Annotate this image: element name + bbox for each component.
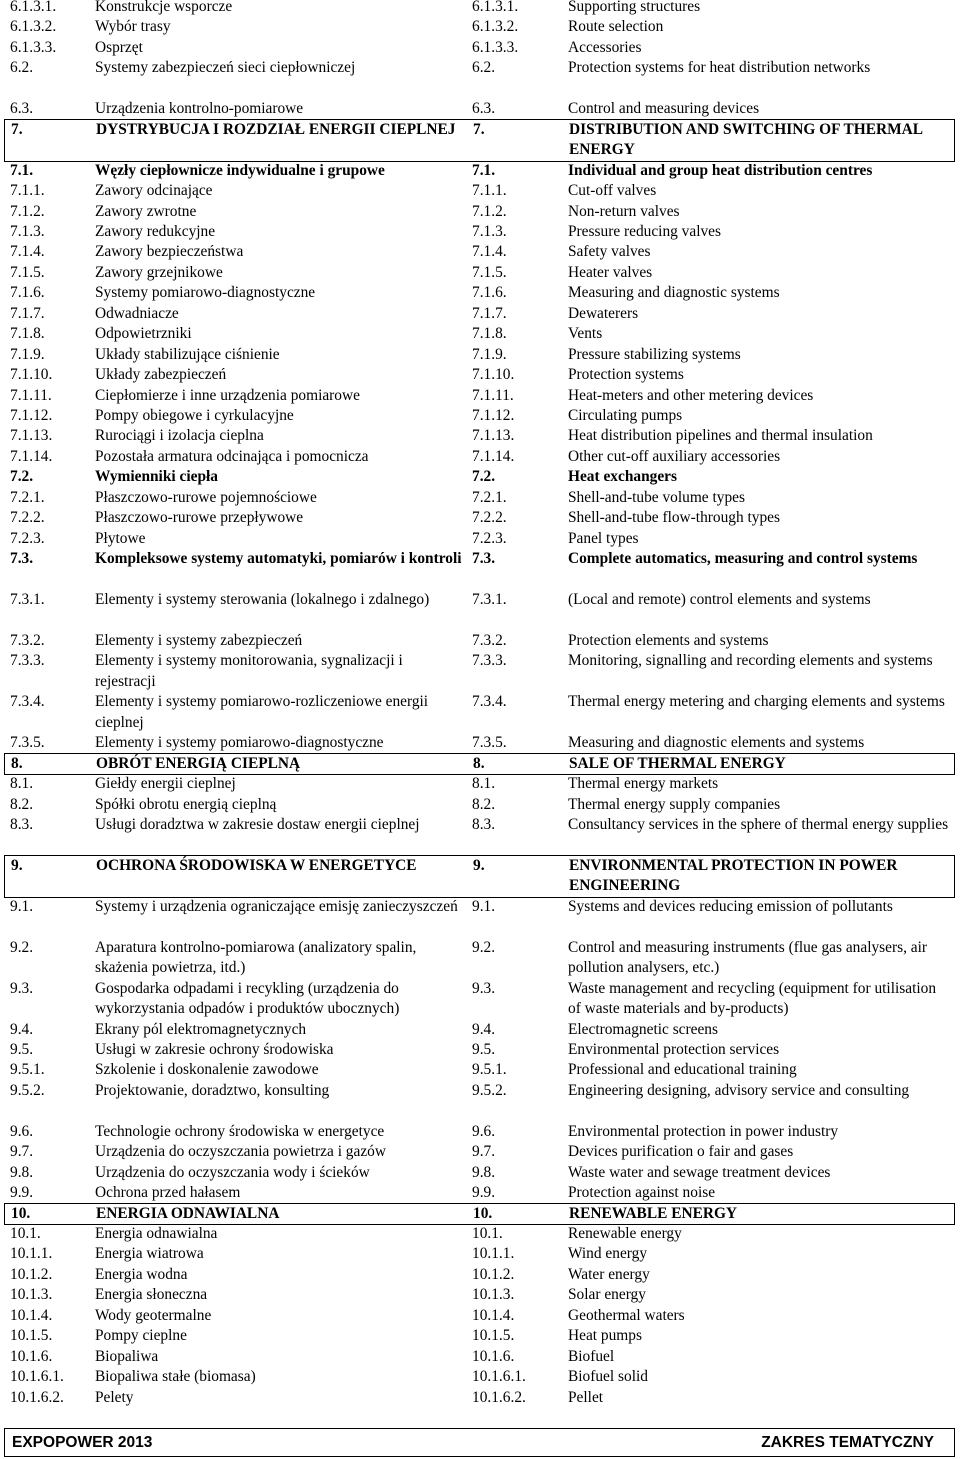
english-topic: Heat pumps	[568, 1327, 642, 1345]
topic-row	[0, 222, 960, 242]
topic-row	[0, 365, 960, 385]
polish-number: 8.	[11, 754, 23, 772]
english-topic: Biofuel solid	[568, 1368, 648, 1386]
topic-row	[0, 1326, 960, 1346]
topic-row	[0, 651, 960, 692]
english-number: 7.3.	[472, 550, 496, 568]
polish-number: 10.1.1.	[10, 1245, 53, 1263]
english-topic: Monitoring, signalling and recording elements and systems	[568, 652, 933, 670]
polish-number: 7.2.3.	[10, 529, 45, 547]
polish-number: 7.3.5.	[10, 734, 45, 752]
polish-number: 7.3.2.	[10, 631, 45, 649]
english-number: 9.6.	[472, 1122, 496, 1140]
subsection-heading-row	[0, 161, 960, 181]
english-topic: SALE OF THERMAL ENERGY	[569, 754, 786, 772]
english-number: 7.1.6.	[472, 284, 507, 302]
polish-number: 7.1.2.	[10, 202, 45, 220]
polish-topic: OBRÓT ENERGIĄ CIEPLNĄ	[96, 754, 301, 772]
polish-number: 6.1.3.2.	[10, 18, 57, 36]
topic-row	[0, 1183, 960, 1203]
topic-row	[0, 202, 960, 222]
english-topic: Electromagnetic screens	[568, 1020, 718, 1038]
topic-row	[0, 99, 960, 119]
english-topic: Protection systems for heat distribution networks	[568, 59, 871, 77]
topic-row	[0, 488, 960, 508]
polish-number: 7.2.2.	[10, 509, 45, 527]
english-number: 10.1.6.	[472, 1347, 515, 1365]
english-number: 9.2.	[472, 938, 496, 956]
polish-topic: Energia słoneczna	[95, 1286, 208, 1304]
english-number: 10.1.6.2.	[472, 1388, 526, 1406]
english-number: 9.3.	[472, 979, 496, 997]
polish-topic: Rurociągi i izolacja cieplna	[95, 427, 264, 445]
topic-row	[0, 242, 960, 262]
polish-topic: Zawory grzejnikowe	[95, 263, 223, 281]
polish-number: 7.3.4.	[10, 693, 45, 711]
topic-row	[0, 1244, 960, 1264]
topic-row	[0, 447, 960, 467]
polish-number: 8.1.	[10, 775, 34, 793]
english-topic: Measuring and diagnostic elements and systems	[568, 734, 865, 752]
polish-topic: Elementy i systemy monitorowania, sygnalizacji i rejestracji	[95, 652, 403, 690]
polish-number: 8.3.	[10, 816, 34, 833]
polish-topic: DYSTRYBUCJA I ROZDZIAŁ ENERGII CIEPLNEJ	[96, 120, 456, 138]
english-number: 7.	[473, 120, 485, 138]
polish-number: 7.1.5.	[10, 263, 45, 281]
topic-row	[0, 1122, 960, 1142]
polish-number: 7.2.1.	[10, 488, 45, 506]
topic-row	[0, 529, 960, 549]
polish-number: 7.1.3.	[10, 222, 45, 240]
topic-row	[0, 1020, 960, 1040]
polish-topic: Spółki obrotu energią cieplną	[95, 795, 277, 813]
english-number: 7.3.3.	[472, 652, 507, 670]
topic-row	[0, 733, 960, 753]
english-number: 7.1.11.	[472, 386, 514, 404]
polish-topic: Usługi w zakresie ochrony środowiska	[95, 1040, 334, 1058]
polish-number: 7.	[11, 120, 23, 138]
english-number: 9.7.	[472, 1143, 496, 1161]
section-heading-row	[4, 1203, 955, 1225]
topic-row	[0, 508, 960, 528]
english-topic: Complete automatics, measuring and control systems	[568, 550, 918, 568]
polish-topic: Zawory zwrotne	[95, 202, 197, 220]
polish-topic: Wymienniki ciepła	[95, 468, 218, 486]
topic-row	[0, 1060, 960, 1080]
polish-topic: Pompy cieplne	[95, 1327, 187, 1345]
polish-number: 8.2.	[10, 795, 34, 813]
polish-number: 7.1.1.	[10, 182, 45, 200]
english-number: 10.1.6.1.	[472, 1368, 526, 1386]
english-topic: Shell-and-tube flow-through types	[568, 509, 781, 527]
topic-row	[0, 979, 960, 1020]
topic-row	[0, 1347, 960, 1367]
english-topic: Protection systems	[568, 366, 684, 384]
polish-topic: Zawory redukcyjne	[95, 222, 216, 240]
subsection-heading-row	[0, 467, 960, 487]
polish-topic: Płaszczowo-rurowe przepływowe	[95, 509, 304, 527]
polish-topic: Węzły ciepłownicze indywidualne i grupowe	[95, 161, 385, 179]
polish-number: 9.1.	[10, 897, 34, 915]
topic-row	[0, 324, 960, 344]
polish-number: 6.2.	[10, 59, 34, 77]
english-number: 7.1.3.	[472, 222, 507, 240]
polish-number: 7.1.6.	[10, 284, 45, 302]
polish-topic: Szkolenie i doskonalenie zawodowe	[95, 1061, 319, 1079]
english-topic: Solar energy	[568, 1286, 646, 1304]
english-topic: Measuring and diagnostic systems	[568, 284, 780, 302]
topic-row	[0, 692, 960, 733]
polish-topic: Energia wodna	[95, 1265, 188, 1283]
english-topic: DISTRIBUTION AND SWITCHING OF THERMAL ENERGY	[569, 120, 923, 159]
english-number: 9.4.	[472, 1020, 496, 1038]
polish-number: 6.1.3.1.	[10, 0, 57, 15]
polish-number: 7.1.13.	[10, 427, 53, 445]
polish-number: 7.1.	[10, 161, 34, 179]
polish-topic: Płaszczowo-rurowe pojemnościowe	[95, 488, 317, 506]
english-topic: Non-return valves	[568, 202, 680, 220]
topic-row	[0, 1163, 960, 1183]
topic-row	[0, 897, 960, 938]
footer-event-name: EXPOPOWER 2013	[12, 1434, 153, 1451]
topic-row	[0, 58, 960, 99]
polish-number: 9.5.	[10, 1040, 34, 1058]
polish-topic: Osprzęt	[95, 38, 143, 56]
section-heading-row	[4, 119, 955, 162]
topic-row	[0, 631, 960, 651]
page-footer	[4, 1428, 955, 1457]
english-number: 6.1.3.3.	[472, 38, 519, 56]
english-topic: Control and measuring instruments (flue gas analysers, air pollution analysers, etc.)	[568, 938, 928, 977]
topic-row	[0, 938, 960, 979]
english-topic: Environmental protection services	[568, 1040, 780, 1058]
topic-row	[0, 1285, 960, 1305]
english-number: 7.1.5.	[472, 263, 507, 281]
topic-row	[0, 406, 960, 426]
english-number: 9.5.	[472, 1040, 496, 1058]
polish-topic: Odwadniacze	[95, 304, 179, 322]
english-number: 7.2.3.	[472, 529, 507, 547]
polish-number: 10.1.5.	[10, 1327, 53, 1345]
english-topic: Panel types	[568, 529, 639, 547]
polish-number: 9.6.	[10, 1122, 34, 1140]
polish-number: 9.8.	[10, 1163, 34, 1181]
english-topic: (Local and remote) control elements and systems	[568, 591, 871, 609]
polish-topic: ENERGIA ODNAWIALNA	[96, 1204, 280, 1222]
polish-topic: Energia odnawialna	[95, 1225, 218, 1242]
english-topic: Heat exchangers	[568, 468, 677, 486]
polish-topic: Płytowe	[95, 529, 146, 547]
english-topic: Other cut-off auxiliary accessories	[568, 447, 781, 465]
english-topic: Renewable energy	[568, 1225, 682, 1242]
topic-row	[0, 1367, 960, 1387]
english-topic: Dewaterers	[568, 304, 639, 322]
polish-number: 7.2.	[10, 468, 34, 486]
topic-row	[0, 283, 960, 303]
english-topic: Heat-meters and other metering devices	[568, 386, 814, 404]
topic-row	[0, 386, 960, 406]
polish-number: 10.1.6.2.	[10, 1388, 64, 1406]
polish-number: 9.5.2.	[10, 1081, 45, 1099]
polish-topic: Gospodarka odpadami i recykling (urządzenia do wykorzystania odpadów i produktów ubocznych)	[95, 979, 400, 1018]
polish-number: 10.1.6.	[10, 1347, 53, 1365]
english-number: 7.1.10.	[472, 366, 515, 384]
english-topic: Vents	[568, 325, 603, 343]
topic-row	[0, 1040, 960, 1060]
topic-row	[0, 17, 960, 37]
polish-topic: Urządzenia do oczyszczania powietrza i gazów	[95, 1143, 386, 1161]
polish-topic: Kompleksowe systemy automatyki, pomiarów i kontroli	[95, 550, 462, 568]
polish-number: 10.1.3.	[10, 1286, 53, 1304]
polish-number: 7.1.4.	[10, 243, 45, 261]
english-topic: Protection elements and systems	[568, 631, 769, 649]
english-topic: Thermal energy metering and charging elements and systems	[568, 693, 945, 711]
section-heading-row	[4, 753, 955, 775]
topic-row	[0, 795, 960, 815]
topic-row	[0, 1081, 960, 1122]
english-number: 7.3.4.	[472, 693, 507, 711]
polish-topic: Odpowietrzniki	[95, 325, 192, 343]
polish-number: 9.9.	[10, 1184, 34, 1202]
topic-row	[0, 304, 960, 324]
polish-number: 7.1.8.	[10, 325, 45, 343]
english-topic: Route selection	[568, 18, 664, 36]
english-topic: Pressure stabilizing systems	[568, 345, 741, 363]
english-number: 10.1.2.	[472, 1265, 515, 1283]
english-topic: Pellet	[568, 1388, 604, 1406]
english-number: 10.1.5.	[472, 1327, 515, 1345]
english-topic: Professional and educational training	[568, 1061, 797, 1079]
polish-number: 10.1.	[10, 1225, 41, 1242]
polish-topic: Elementy i systemy zabezpieczeń	[95, 631, 303, 649]
english-topic: Biofuel	[568, 1347, 615, 1365]
topic-row	[0, 1142, 960, 1162]
topic-row	[0, 0, 960, 17]
english-topic: Water energy	[568, 1265, 650, 1283]
english-topic: Heat distribution pipelines and thermal insulation	[568, 427, 873, 445]
english-topic: Cut-off valves	[568, 182, 657, 200]
polish-topic: Układy stabilizujące ciśnienie	[95, 345, 280, 363]
polish-topic: Technologie ochrony środowiska w energetyce	[95, 1122, 385, 1140]
english-number: 10.	[473, 1204, 493, 1222]
english-number: 7.1.4.	[472, 243, 507, 261]
polish-topic: Pozostała armatura odcinająca i pomocnicza	[95, 447, 369, 465]
polish-number: 6.1.3.3.	[10, 38, 57, 56]
english-topic: Individual and group heat distribution centres	[568, 161, 873, 179]
english-topic: Control and measuring devices	[568, 100, 760, 118]
polish-topic: Giełdy energii cieplnej	[95, 775, 236, 793]
polish-number: 7.3.3.	[10, 652, 45, 670]
english-topic: Consultancy services in the sphere of thermal energy supplies	[568, 816, 949, 833]
english-topic: Thermal energy markets	[568, 775, 719, 793]
english-topic: Protection against noise	[568, 1184, 716, 1202]
polish-topic: Konstrukcje wsporcze	[95, 0, 233, 15]
polish-number: 10.1.6.1.	[10, 1368, 64, 1386]
topic-row	[0, 1306, 960, 1326]
english-number: 7.3.5.	[472, 734, 507, 752]
polish-topic: Aparatura kontrolno-pomiarowa (analizatory spalin, skażenia powietrza, itd.)	[95, 938, 417, 977]
polish-topic: Pompy obiegowe i cyrkulacyjne	[95, 407, 294, 424]
polish-number: 9.2.	[10, 938, 34, 956]
topic-row	[0, 263, 960, 283]
polish-topic: Wody geotermalne	[95, 1306, 212, 1324]
english-number: 7.1.13.	[472, 427, 515, 445]
polish-topic: Zawory odcinające	[95, 182, 213, 200]
english-topic: Waste management and recycling (equipment for utilisation of waste materials and by-products)	[568, 979, 937, 1018]
topic-row	[0, 1388, 960, 1408]
polish-number: 7.1.11.	[10, 386, 52, 404]
english-number: 7.3.2.	[472, 631, 507, 649]
english-topic: Pressure reducing valves	[568, 222, 722, 240]
english-number: 9.1.	[472, 897, 496, 915]
polish-number: 7.3.1.	[10, 591, 45, 609]
english-number: 7.2.2.	[472, 509, 507, 527]
english-topic: Geothermal waters	[568, 1306, 685, 1324]
polish-topic: Ochrona przed hałasem	[95, 1184, 241, 1202]
english-topic: Engineering designing, advisory service and consulting	[568, 1081, 910, 1099]
english-topic: Shell-and-tube volume types	[568, 488, 745, 506]
polish-number: 7.1.14.	[10, 447, 53, 465]
footer-section-title: ZAKRES TEMATYCZNY	[761, 1434, 934, 1451]
polish-number: 9.5.1.	[10, 1061, 45, 1079]
english-number: 9.5.2.	[472, 1081, 507, 1099]
polish-topic: Systemy zabezpieczeń sieci ciepłowniczej	[95, 59, 356, 77]
english-topic: Environmental protection in power industry	[568, 1122, 839, 1140]
topic-row	[0, 815, 960, 856]
polish-number: 7.1.12.	[10, 407, 53, 424]
polish-topic: Elementy i systemy pomiarowo-rozliczeniowe energii cieplnej	[95, 693, 429, 731]
polish-topic: Wybór trasy	[95, 18, 171, 36]
polish-topic: Usługi doradztwa w zakresie dostaw energii cieplnej	[95, 816, 420, 833]
polish-topic: Elementy i systemy pomiarowo-diagnostyczne	[95, 734, 384, 752]
polish-number: 7.1.10.	[10, 366, 53, 384]
polish-number: 10.1.4.	[10, 1306, 53, 1324]
english-number: 9.9.	[472, 1184, 496, 1202]
topic-row	[0, 345, 960, 365]
english-number: 7.1.9.	[472, 345, 507, 363]
english-number: 8.3.	[472, 816, 496, 833]
english-number: 10.1.3.	[472, 1286, 515, 1304]
english-number: 7.2.	[472, 468, 496, 486]
english-topic: RENEWABLE ENERGY	[569, 1204, 738, 1222]
topic-row	[0, 1224, 960, 1244]
polish-topic: Ekrany pól elektromagnetycznych	[95, 1020, 307, 1038]
english-number: 6.1.3.2.	[472, 18, 519, 36]
english-number: 10.1.	[472, 1225, 503, 1242]
english-number: 10.1.1.	[472, 1245, 515, 1263]
polish-number: 7.1.9.	[10, 345, 45, 363]
english-number: 8.1.	[472, 775, 496, 793]
polish-topic: Projektowanie, doradztwo, konsulting	[95, 1081, 330, 1099]
english-topic: ENVIRONMENTAL PROTECTION IN POWER ENGINEERING	[569, 856, 898, 895]
polish-number: 9.7.	[10, 1143, 34, 1161]
topic-row	[0, 38, 960, 58]
topic-row	[0, 774, 960, 794]
polish-topic: Układy zabezpieczeń	[95, 366, 227, 384]
english-topic: Accessories	[568, 38, 642, 56]
polish-topic: Systemy pomiarowo-diagnostyczne	[95, 284, 316, 302]
english-number: 7.2.1.	[472, 488, 507, 506]
english-number: 6.1.3.1.	[472, 0, 519, 15]
english-topic: Heater valves	[568, 263, 653, 281]
polish-topic: Elementy i systemy sterowania (lokalnego i zdalnego)	[95, 591, 430, 609]
english-number: 7.1.8.	[472, 325, 507, 343]
topic-row	[0, 590, 960, 631]
english-topic: Waste water and sewage treatment devices	[568, 1163, 831, 1181]
topic-row	[0, 426, 960, 446]
polish-topic: Ciepłomierze i inne urządzenia pomiarowe	[95, 386, 360, 404]
polish-topic: Pelety	[95, 1388, 134, 1406]
polish-number: 9.	[11, 856, 23, 874]
english-number: 9.8.	[472, 1163, 496, 1181]
english-topic: Supporting structures	[568, 0, 701, 15]
english-number: 7.1.1.	[472, 182, 507, 200]
polish-number: 9.4.	[10, 1020, 34, 1038]
polish-number: 7.3.	[10, 550, 34, 568]
polish-topic: Urządzenia do oczyszczania wody i ścieków	[95, 1163, 370, 1181]
english-topic: Safety valves	[568, 243, 651, 261]
english-number: 10.1.4.	[472, 1306, 515, 1324]
english-number: 7.1.2.	[472, 202, 507, 220]
polish-number: 7.1.7.	[10, 304, 45, 322]
polish-topic: Biopaliwa stałe (biomasa)	[95, 1368, 256, 1386]
english-topic: Devices purification o fair and gases	[568, 1143, 794, 1161]
english-topic: Circulating pumps	[568, 407, 683, 424]
english-number: 7.1.	[472, 161, 496, 179]
polish-number: 9.3.	[10, 979, 34, 997]
polish-topic: Systemy i urządzenia ograniczające emisję zanieczyszczeń	[95, 897, 458, 915]
english-number: 9.	[473, 856, 485, 874]
english-number: 6.3.	[472, 100, 496, 118]
polish-topic: Biopaliwa	[95, 1347, 159, 1365]
polish-number: 10.	[11, 1204, 31, 1222]
polish-topic: OCHRONA ŚRODOWISKA W ENERGETYCE	[96, 856, 417, 874]
subsection-heading-row	[0, 549, 960, 590]
english-number: 7.1.14.	[472, 447, 515, 465]
polish-number: 6.3.	[10, 100, 34, 118]
topic-row	[0, 181, 960, 201]
english-number: 7.3.1.	[472, 591, 507, 609]
english-topic: Thermal energy supply companies	[568, 795, 781, 813]
english-topic: Systems and devices reducing emission of pollutants	[568, 897, 893, 915]
polish-topic: Zawory bezpieczeństwa	[95, 243, 244, 261]
english-number: 6.2.	[472, 59, 496, 77]
polish-number: 10.1.2.	[10, 1265, 53, 1283]
english-number: 7.1.12.	[472, 407, 515, 424]
english-number: 8.	[473, 754, 485, 772]
polish-topic: Energia wiatrowa	[95, 1245, 204, 1263]
polish-topic: Urządzenia kontrolno-pomiarowe	[95, 100, 304, 118]
section-heading-row	[4, 855, 955, 898]
english-topic: Wind energy	[568, 1245, 648, 1263]
english-number: 7.1.7.	[472, 304, 507, 322]
english-number: 8.2.	[472, 795, 496, 813]
english-number: 9.5.1.	[472, 1061, 507, 1079]
topic-row	[0, 1265, 960, 1285]
